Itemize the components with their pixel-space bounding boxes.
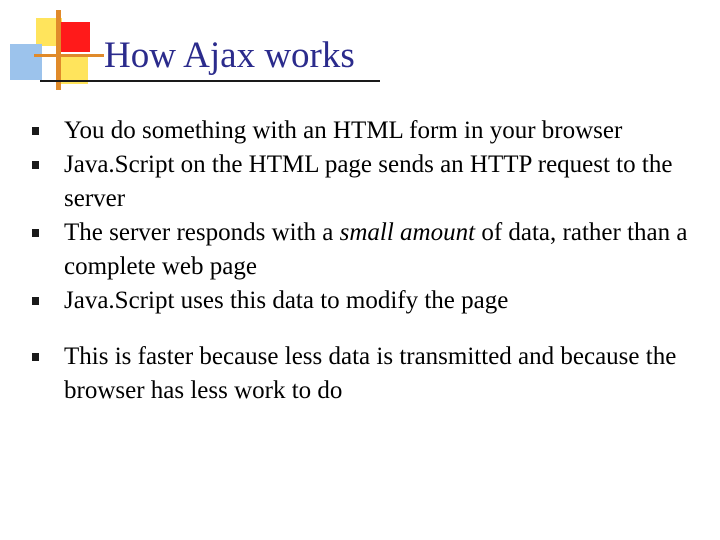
bullet-text: You do something with an HTML form in your browser <box>64 117 623 144</box>
bullet-text-emphasis: small amount <box>339 219 476 246</box>
logo-vertical-line <box>56 10 61 90</box>
bullet-item <box>32 284 712 318</box>
blue-square <box>10 44 42 80</box>
square-bullet-icon <box>32 353 39 361</box>
bullet-list <box>32 114 712 408</box>
bullet-text: Java.Script on the HTML page sends an HTTP request to the server <box>64 151 673 212</box>
bullet-item <box>32 340 712 408</box>
square-bullet-icon <box>32 127 39 135</box>
bullet-item <box>32 148 712 216</box>
bullet-text: This is faster because less data is transmitted and because the browser has less work to do <box>64 343 677 404</box>
bullet-text: Java.Script uses this data to modify the page <box>64 287 509 314</box>
bullet-text-end: of data, rather than a complete web page <box>64 219 688 280</box>
red-square <box>60 22 90 52</box>
bullet-item <box>32 216 712 284</box>
slide-title: How Ajax works <box>104 35 355 76</box>
colored-squares-logo <box>0 0 110 100</box>
square-bullet-icon <box>32 161 39 169</box>
bullet-text-start: The server responds with a <box>64 219 340 246</box>
square-bullet-icon <box>32 229 39 237</box>
logo-horizontal-line <box>34 54 104 57</box>
title-underline <box>40 80 380 82</box>
square-bullet-icon <box>32 297 39 305</box>
bullet-item <box>32 114 712 148</box>
